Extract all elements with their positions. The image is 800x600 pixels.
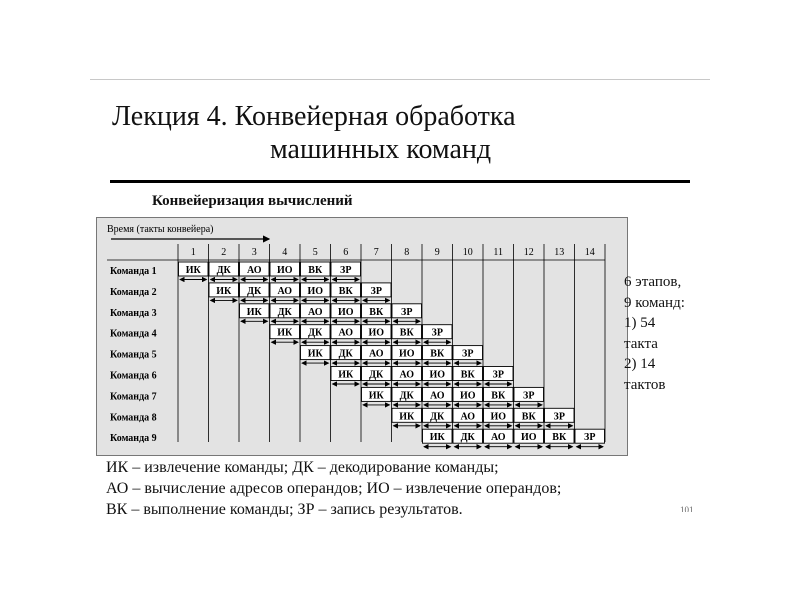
command-label: Команда 2 bbox=[110, 286, 157, 298]
stage-label: АО bbox=[338, 327, 354, 339]
note-line: 9 команд: bbox=[624, 294, 685, 311]
note-line: 2) 14 bbox=[624, 356, 656, 372]
tick-label: 4 bbox=[282, 247, 288, 258]
command-label: Команда 8 bbox=[110, 412, 157, 424]
stage-label: ЗР bbox=[553, 411, 565, 423]
stage-label: ЗР bbox=[370, 285, 382, 297]
stage-label: ВК bbox=[552, 432, 567, 444]
stage-label: ДК bbox=[338, 348, 353, 360]
command-label: Команда 7 bbox=[110, 391, 157, 403]
stage-label: ВК bbox=[399, 327, 414, 339]
stage-label: ДК bbox=[430, 411, 445, 423]
stage-label: ЗР bbox=[462, 348, 474, 360]
stage-label: АО bbox=[246, 265, 262, 276]
stage-label: АО bbox=[429, 390, 445, 402]
tick-label: 6 bbox=[343, 247, 349, 258]
note-line: тактов bbox=[624, 376, 666, 393]
legend-line: ИК – извлечение команды; ДК – декодирование команды; bbox=[106, 459, 499, 476]
tick-label: 2 bbox=[221, 247, 227, 258]
stage-label: ДК bbox=[399, 390, 414, 402]
title-underline bbox=[110, 180, 690, 183]
tick-label: 11 bbox=[493, 247, 504, 258]
stage-label: АО bbox=[307, 306, 323, 318]
tick-label: 3 bbox=[251, 247, 257, 258]
stage-label: ИК bbox=[246, 306, 262, 318]
command-label: Команда 1 bbox=[110, 266, 157, 277]
stage-label: ИК bbox=[307, 348, 323, 360]
time-axis-label: Время (такты конвейера) bbox=[107, 224, 214, 235]
legend-line: АО – вычисление адресов операндов; ИО – извлечение операндов; bbox=[106, 480, 562, 497]
page-number: 101 bbox=[680, 505, 694, 512]
stage-label: ИО bbox=[520, 432, 537, 444]
tick-label: 5 bbox=[312, 247, 318, 258]
tick-label: 10 bbox=[462, 247, 473, 258]
stage-label: ВК bbox=[521, 411, 536, 423]
stage-label: ИО bbox=[337, 306, 354, 318]
stage-label: ЗР bbox=[584, 432, 596, 444]
stage-label: ДК bbox=[460, 432, 475, 444]
command-label: Команда 4 bbox=[110, 328, 157, 340]
stage-label: ЗР bbox=[401, 306, 413, 318]
tick-label: 9 bbox=[434, 247, 440, 258]
command-label: Команда 3 bbox=[110, 307, 157, 319]
stage-label: ВК bbox=[338, 285, 353, 297]
abbreviation-legend bbox=[106, 457, 561, 520]
stage-label: ДК bbox=[247, 285, 262, 297]
tick-label: 8 bbox=[404, 247, 410, 258]
stage-label: ЗР bbox=[492, 369, 504, 381]
stage-label: АО bbox=[399, 369, 415, 381]
stage-label: ИК bbox=[338, 369, 354, 381]
stage-label: АО bbox=[368, 348, 384, 360]
stage-label: ИО bbox=[307, 285, 324, 297]
tick-label: 14 bbox=[584, 247, 595, 258]
stage-label: ЗР bbox=[340, 265, 352, 276]
slide-title bbox=[112, 100, 516, 166]
stage-label: ИК bbox=[399, 411, 415, 423]
stage-label: ИК bbox=[185, 265, 201, 276]
stage-label: ИК bbox=[277, 327, 293, 339]
stage-label: ВК bbox=[491, 390, 506, 402]
tick-label: 1 bbox=[190, 247, 196, 258]
pipeline-diagram-svg bbox=[97, 218, 627, 455]
summary-notes bbox=[624, 272, 685, 395]
stage-label: АО bbox=[490, 432, 506, 444]
note-line: 6 этапов, bbox=[624, 274, 682, 290]
stage-label: ДК bbox=[308, 327, 323, 339]
stage-label: ЗР bbox=[431, 327, 443, 339]
tick-label: 7 bbox=[373, 247, 379, 258]
slide-title-line-1: Лекция 4. Конвейерная обработка bbox=[112, 101, 516, 132]
slide-title-line-2: машинных команд bbox=[270, 134, 492, 165]
stage-label: ДК bbox=[369, 369, 384, 381]
command-label: Команда 9 bbox=[110, 433, 157, 445]
stage-label: ИК bbox=[216, 285, 232, 297]
tick-label: 13 bbox=[554, 247, 565, 258]
command-label: Команда 6 bbox=[110, 370, 157, 382]
diagram-subtitle: Конвейеризация вычислений bbox=[152, 193, 353, 209]
stage-label: ВК bbox=[369, 306, 384, 318]
stage-label: ДК bbox=[277, 306, 292, 318]
stage-label: АО bbox=[460, 411, 476, 423]
stage-label: ВК bbox=[308, 265, 323, 276]
stage-label: ЗР bbox=[523, 390, 535, 402]
legend-line: ВК – выполнение команды; ЗР – запись результатов. bbox=[106, 501, 463, 518]
top-divider bbox=[90, 79, 710, 80]
stage-label: ИО bbox=[429, 369, 446, 381]
stage-label: ВК bbox=[460, 369, 475, 381]
stage-label: ИК bbox=[368, 390, 384, 402]
note-line: 1) 54 bbox=[624, 315, 656, 331]
stage-label: ИО bbox=[459, 390, 476, 402]
pipeline-diagram bbox=[96, 217, 628, 456]
stage-label: ДК bbox=[216, 265, 231, 276]
stage-label: ИО bbox=[398, 348, 415, 360]
stage-label: ИК bbox=[429, 432, 445, 444]
stage-label: АО bbox=[277, 285, 293, 297]
command-label: Команда 5 bbox=[110, 349, 157, 361]
stage-label: ИО bbox=[490, 411, 507, 423]
stage-label: ИО bbox=[276, 265, 293, 276]
stage-label: ИО bbox=[368, 327, 385, 339]
tick-label: 12 bbox=[523, 247, 534, 258]
note-line: такта bbox=[624, 335, 658, 352]
stage-label: ВК bbox=[430, 348, 445, 360]
